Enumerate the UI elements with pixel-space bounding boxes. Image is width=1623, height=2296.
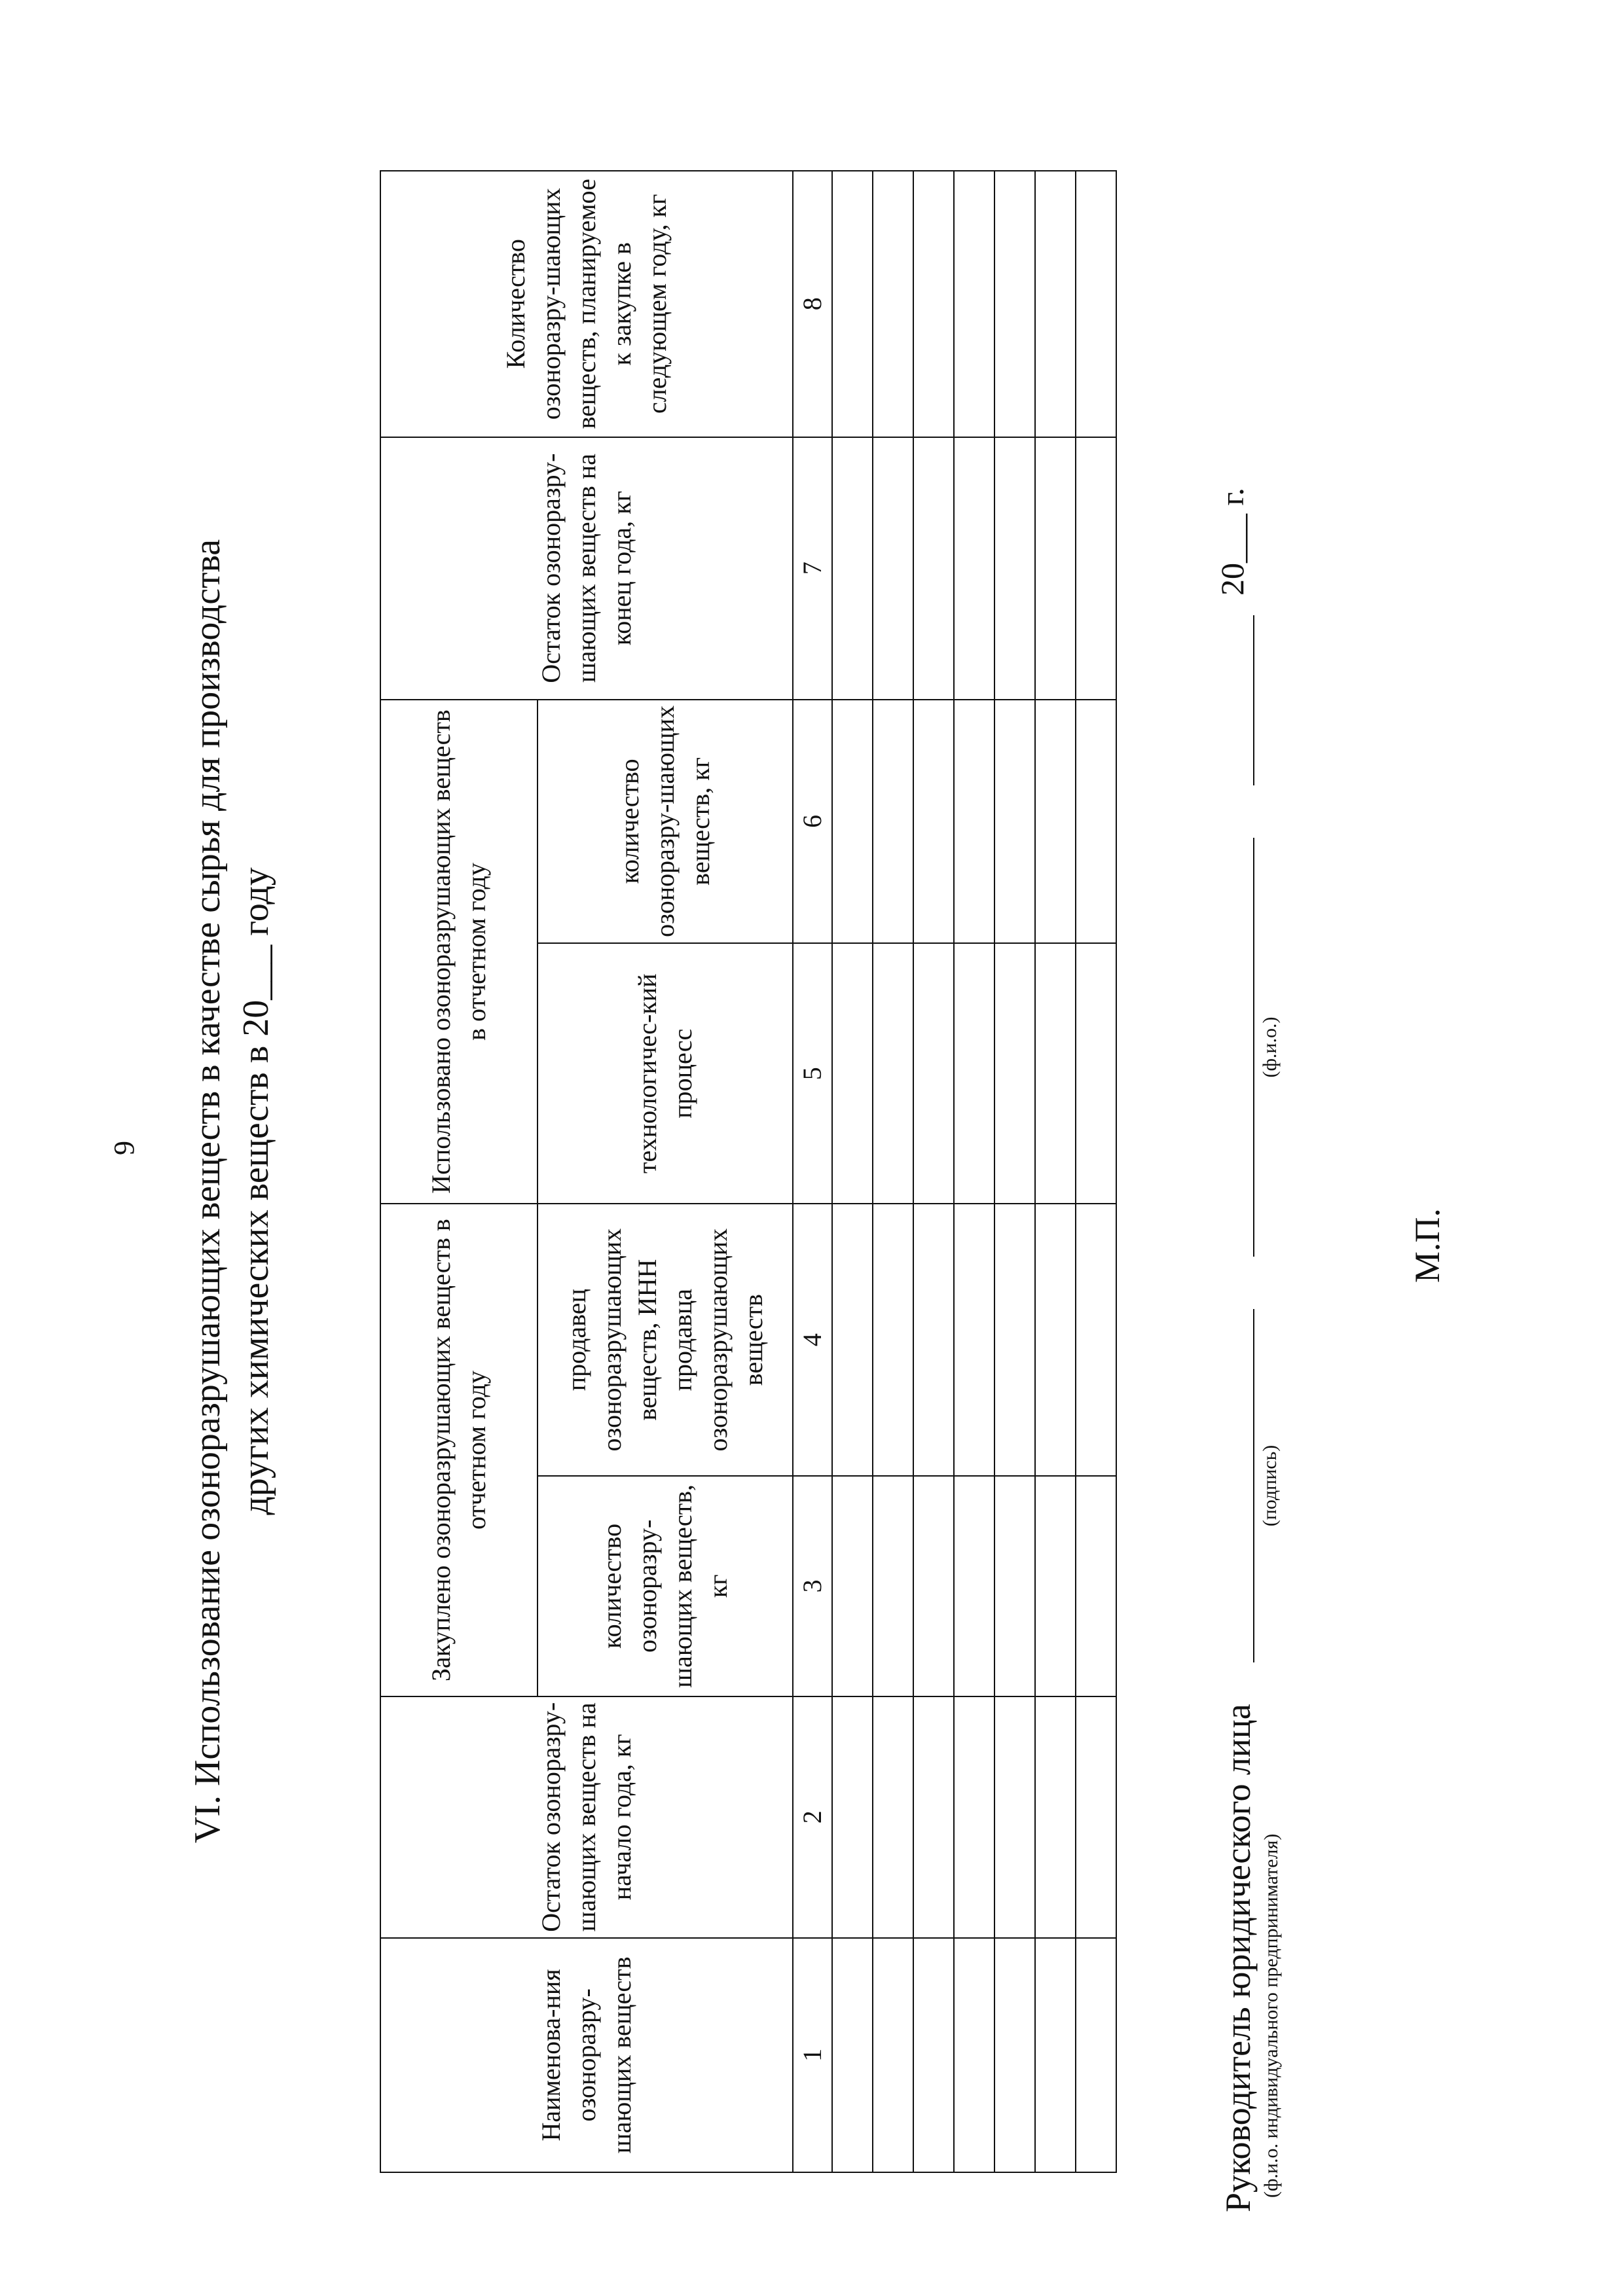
- table-cell[interactable]: [832, 437, 873, 700]
- table-cell[interactable]: [954, 1696, 994, 1938]
- header-seller: продавец озоноразрушающих веществ, ИНН продавца озоноразрушающих веществ: [538, 1204, 793, 1476]
- header-planned-purchase: Количество озоноразру-шающих веществ, планируемое к закупке в следующем году, кг: [380, 171, 793, 437]
- table-row: [954, 171, 994, 2172]
- table-cell[interactable]: [913, 1938, 954, 2172]
- table-row: [913, 171, 954, 2172]
- table-cell[interactable]: [1076, 171, 1116, 437]
- column-number: 1: [793, 1938, 832, 2172]
- table-cell[interactable]: [873, 1476, 913, 1696]
- table-row: [994, 171, 1035, 2172]
- table-cell[interactable]: [913, 171, 954, 437]
- ods-usage-table: [380, 170, 1117, 2173]
- table-cell[interactable]: [1076, 943, 1116, 1204]
- table-cell[interactable]: [873, 1938, 913, 2172]
- table-cell[interactable]: [913, 1204, 954, 1476]
- table-cell[interactable]: [832, 1204, 873, 1476]
- column-number-row: [793, 171, 832, 2172]
- table-cell[interactable]: [873, 437, 913, 700]
- table-cell[interactable]: [873, 943, 913, 1204]
- table-cell[interactable]: [1035, 943, 1076, 1204]
- name-line[interactable]: [1253, 838, 1254, 1257]
- table-cell[interactable]: [1076, 437, 1116, 700]
- table-cell[interactable]: [873, 171, 913, 437]
- table-cell[interactable]: [954, 943, 994, 1204]
- page-number: 9: [108, 1141, 140, 1155]
- table-cell[interactable]: [832, 700, 873, 944]
- header-used-amount: количество озоноразру-шающих веществ, кг: [538, 700, 793, 944]
- table-cell[interactable]: [994, 1204, 1035, 1476]
- table-cell[interactable]: [1035, 700, 1076, 944]
- column-number: 2: [793, 1696, 832, 1938]
- table-cell[interactable]: [1035, 171, 1076, 437]
- table-cell[interactable]: [913, 437, 954, 700]
- table-cell[interactable]: [1035, 1938, 1076, 2172]
- header-substance-name: Наименова-ния озоноразру-шающих веществ: [380, 1938, 793, 2172]
- table-cell[interactable]: [994, 171, 1035, 437]
- header-used-group: Использовано озоноразрушающих веществ в отчетном году: [380, 700, 538, 1204]
- table-cell[interactable]: [873, 1204, 913, 1476]
- table-cell[interactable]: [1076, 1696, 1116, 1938]
- signature-block: [1214, 170, 1296, 2212]
- table-cell[interactable]: [954, 1204, 994, 1476]
- table-cell[interactable]: [873, 700, 913, 944]
- table-cell[interactable]: [1035, 1476, 1076, 1696]
- table-cell[interactable]: [1076, 700, 1116, 944]
- table-cell[interactable]: [954, 1476, 994, 1696]
- table-cell[interactable]: [954, 1938, 994, 2172]
- table-cell[interactable]: [954, 171, 994, 437]
- table-cell[interactable]: [832, 943, 873, 1204]
- table-row: [1076, 171, 1116, 2172]
- table-row: [832, 171, 873, 2172]
- column-number: 4: [793, 1204, 832, 1476]
- column-number: 8: [793, 171, 832, 437]
- head-label: Руководитель юридического лица: [1218, 1704, 1258, 2212]
- header-end-balance: Остаток озоноразру-шающих веществ на конец года, кг: [380, 437, 793, 700]
- table-cell[interactable]: [954, 700, 994, 944]
- table-row: [873, 171, 913, 2172]
- header-tech-process: технологичес-кий процесс: [538, 943, 793, 1204]
- table-cell[interactable]: [1076, 1476, 1116, 1696]
- table-cell[interactable]: [994, 1696, 1035, 1938]
- table-cell[interactable]: [1035, 1696, 1076, 1938]
- table-cell[interactable]: [913, 700, 954, 944]
- table-cell[interactable]: [832, 1938, 873, 2172]
- column-number: 5: [793, 943, 832, 1204]
- table-cell[interactable]: [1076, 1204, 1116, 1476]
- signature-caption: (подпись): [1259, 1444, 1281, 1527]
- header-purchased-group: Закуплено озоноразрушающих веществ в отчетном году: [380, 1204, 538, 1696]
- table-cell[interactable]: [832, 1476, 873, 1696]
- title-line-2: других химических веществ в 20___ году: [236, 867, 276, 1515]
- date-text: 20___ г.: [1214, 488, 1250, 596]
- table-cell[interactable]: [873, 1696, 913, 1938]
- header-start-balance: Остаток озоноразру-шающих веществ на начало года, кг: [380, 1696, 793, 1938]
- table-cell[interactable]: [913, 1476, 954, 1696]
- table-cell[interactable]: [994, 943, 1035, 1204]
- table-cell[interactable]: [954, 437, 994, 700]
- column-number: 7: [793, 437, 832, 700]
- table-cell[interactable]: [994, 1938, 1035, 2172]
- table-cell[interactable]: [832, 171, 873, 437]
- table-cell[interactable]: [994, 700, 1035, 944]
- table-row: [1035, 171, 1076, 2172]
- table-cell[interactable]: [1076, 1938, 1116, 2172]
- header-purchased-amount: количество озоноразру-шающих веществ, кг: [538, 1476, 793, 1696]
- table-cell[interactable]: [913, 1696, 954, 1938]
- column-number: 6: [793, 700, 832, 944]
- column-number: 3: [793, 1476, 832, 1696]
- table-cell[interactable]: [1035, 1204, 1076, 1476]
- table-cell[interactable]: [832, 1696, 873, 1938]
- blank-rows: [832, 171, 1116, 2172]
- table-cell[interactable]: [913, 943, 954, 1204]
- title-line-1: VI. Использование озоноразрушающих веществ в качестве сырья для производства: [187, 539, 228, 1844]
- name-caption: (ф.и.о.): [1259, 1016, 1281, 1078]
- stamp-place: М.П.: [1408, 1208, 1447, 1283]
- section-title: [183, 170, 280, 2212]
- table-cell[interactable]: [994, 437, 1035, 700]
- date-line[interactable]: [1253, 615, 1254, 785]
- signature-line[interactable]: [1253, 1309, 1254, 1662]
- head-sublabel: (ф.и.о. индивидуального предпринимателя): [1260, 1833, 1282, 2198]
- table-cell[interactable]: [1035, 437, 1076, 700]
- rotated-page-content: [183, 170, 1447, 2212]
- table-cell[interactable]: [994, 1476, 1035, 1696]
